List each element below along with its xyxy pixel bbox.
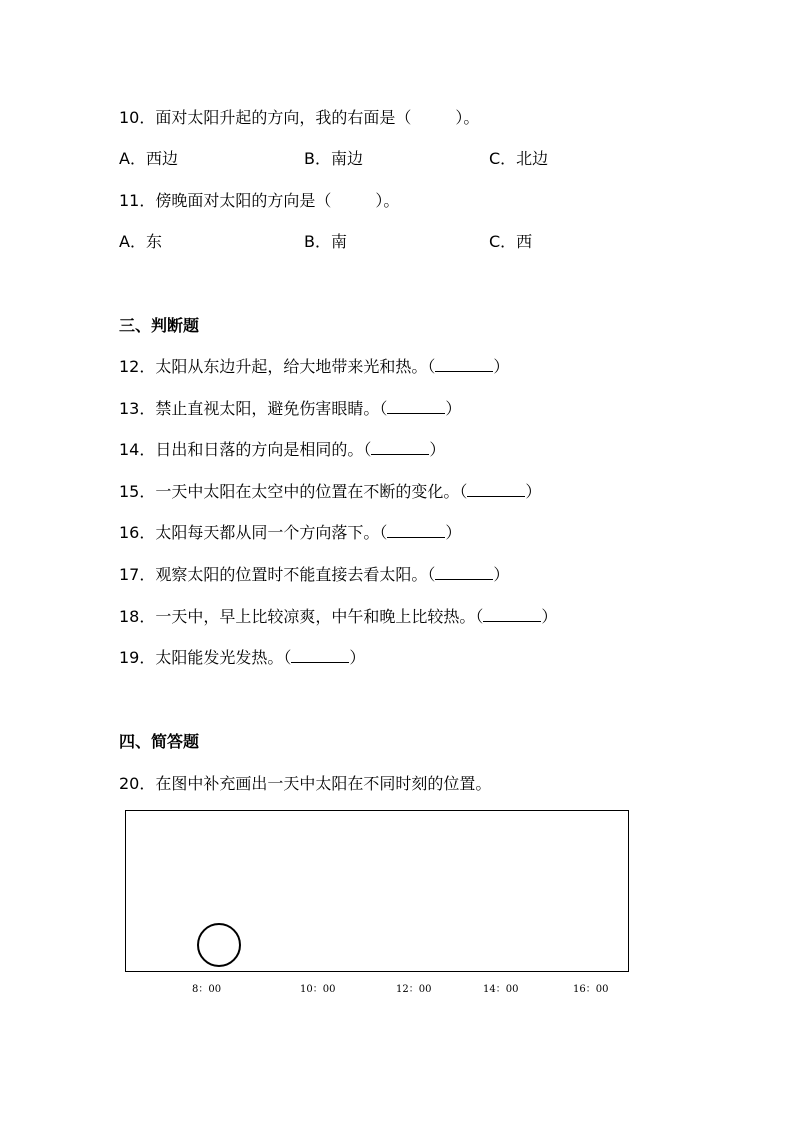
paren-close: ） — [349, 648, 366, 667]
answer-blank[interactable] — [467, 482, 525, 497]
time-label-16: 16：00 — [573, 984, 609, 995]
paren-open: （ — [475, 607, 484, 626]
question-number: 19． — [119, 648, 156, 667]
answer-blank[interactable] — [483, 607, 541, 622]
judgment-question — [119, 482, 541, 502]
question-text: 面对太阳升起的方向，我的右面是（ — [155, 108, 412, 127]
paren-close: ） — [493, 565, 510, 584]
answer-blank[interactable] — [387, 399, 445, 414]
option-b[interactable]: B．南 — [304, 232, 347, 251]
answer-blank[interactable] — [387, 523, 445, 538]
paren-close: ） — [429, 440, 446, 459]
question-number: 10． — [119, 108, 156, 127]
question-number: 16． — [119, 523, 156, 542]
question-close: ）。 — [455, 108, 480, 127]
option-c[interactable]: C．北边 — [489, 149, 549, 168]
question-number: 20． — [119, 774, 156, 793]
judgment-question — [119, 565, 509, 585]
question-number: 15． — [119, 482, 156, 501]
section-title-short-answer: 四、简答题 — [119, 732, 200, 751]
judgment-question — [119, 648, 365, 668]
question-text: 一天中，早上比较凉爽，中午和晚上比较热。 — [155, 607, 476, 626]
question-text: 禁止直视太阳，避免伤害眼睛。 — [155, 399, 380, 418]
question-10 — [119, 108, 479, 128]
question-text: 日出和日落的方向是相同的。 — [155, 440, 364, 459]
sun-circle — [197, 923, 241, 967]
judgment-question — [119, 399, 461, 419]
question-text: 傍晚面对太阳的方向是（ — [155, 191, 332, 210]
question-number: 12． — [119, 357, 156, 376]
option-b[interactable]: B．南边 — [304, 149, 363, 168]
question-number: 14． — [119, 440, 156, 459]
paren-close: ） — [445, 523, 462, 542]
question-text: 一天中太阳在太空中的位置在不断的变化。 — [155, 482, 460, 501]
question-text: 太阳能发光发热。 — [155, 648, 284, 667]
section-title-judgment: 三、判断题 — [119, 316, 200, 335]
question-close: ）。 — [375, 191, 400, 210]
judgment-question — [119, 607, 557, 627]
question-text: 太阳每天都从同一个方向落下。 — [155, 523, 380, 542]
answer-blank[interactable] — [371, 440, 429, 455]
time-label-12: 12：00 — [396, 984, 432, 995]
option-a[interactable]: A．西边 — [119, 149, 178, 168]
judgment-question — [119, 523, 461, 543]
question-number: 17． — [119, 565, 156, 584]
time-label-14: 14：00 — [483, 984, 519, 995]
question-number: 13． — [119, 399, 156, 418]
judgment-question — [119, 440, 445, 460]
question-text: 太阳从东边升起，给大地带来光和热。 — [155, 357, 428, 376]
paren-open: （ — [427, 565, 436, 584]
paren-open: （ — [379, 523, 388, 542]
question-number: 18． — [119, 607, 156, 626]
answer-blank[interactable] — [291, 648, 349, 663]
paren-open: （ — [379, 399, 388, 418]
answer-blank[interactable] — [435, 565, 493, 580]
time-label-10: 10：00 — [300, 984, 336, 995]
paren-open: （ — [459, 482, 468, 501]
paren-close: ） — [493, 357, 510, 376]
question-number: 11． — [119, 191, 156, 210]
judgment-question — [119, 357, 509, 377]
question-20 — [119, 774, 491, 794]
paren-open: （ — [427, 357, 436, 376]
paren-close: ） — [525, 482, 542, 501]
paren-close: ） — [541, 607, 558, 626]
paren-open: （ — [283, 648, 292, 667]
question-text: 在图中补充画出一天中太阳在不同时刻的位置。 — [155, 774, 492, 793]
answer-blank[interactable] — [435, 357, 493, 372]
option-a[interactable]: A．东 — [119, 232, 162, 251]
paren-close: ） — [445, 399, 462, 418]
option-c[interactable]: C．西 — [489, 232, 533, 251]
paren-open: （ — [363, 440, 372, 459]
question-11 — [119, 191, 399, 211]
time-label-8: 8：00 — [192, 984, 222, 995]
question-text: 观察太阳的位置时不能直接去看太阳。 — [155, 565, 428, 584]
